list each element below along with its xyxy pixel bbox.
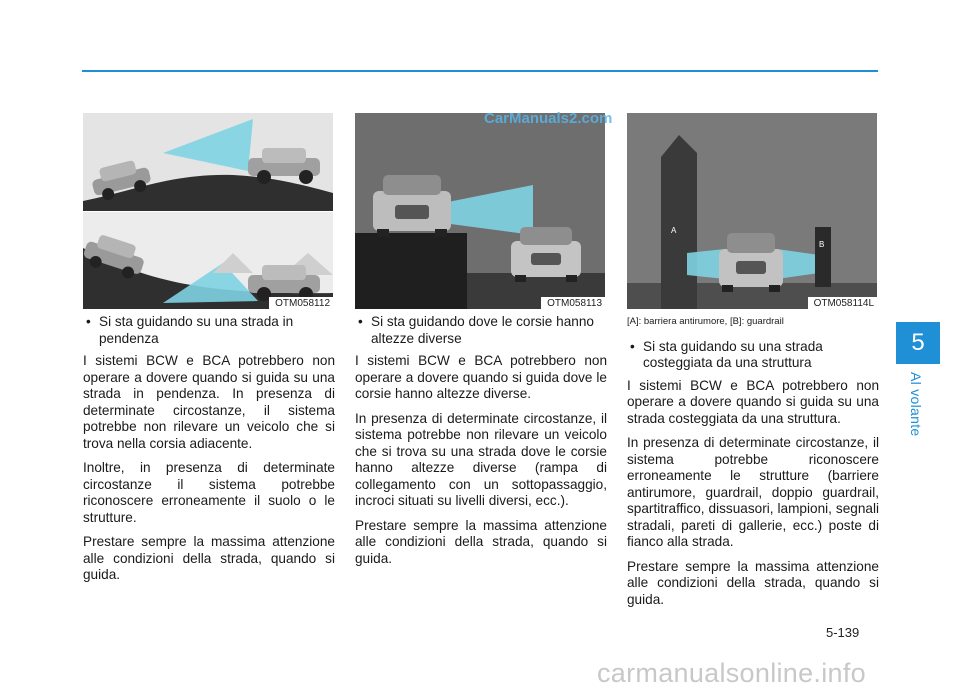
header-rule (82, 70, 878, 72)
bullet-heading: • Si sta guidando dove le corsie hanno altezze diverse (355, 314, 607, 347)
label-a: A (671, 226, 677, 235)
figure-lane-heights (355, 113, 605, 309)
paragraph: I sistemi BCW e BCA potrebbero non operare a dovere quando si guida su una strada costeggiata da una struttura. (627, 377, 879, 426)
car-front-icon (373, 175, 451, 237)
paragraph: In presenza di determinate circostanze, il sistema potrebbe non rilevare un veicolo che si trova su una strada dove le corsie hanno altezze diverse (rampa di collegamento con un sottopassaggio, incroci situati su livelli diversi, ecc.). (355, 410, 607, 508)
figure-caption: [A]: barriera antirumore, [B]: guardrail (627, 316, 784, 327)
figure-slope (83, 113, 333, 309)
watermark-top: CarManuals2.com (484, 110, 613, 127)
paragraph: Prestare sempre la massima attenzione alle condizioni della strada, quando si guida. (83, 534, 335, 582)
paragraph: Prestare sempre la massima attenzione alle condizioni della strada, quando si guida. (627, 558, 879, 607)
figure-code: OTM058113 (541, 297, 605, 309)
car-front-icon (719, 233, 783, 292)
paragraph: I sistemi BCW e BCA potrebbero non operare a dovere quando si guida dove le corsie hanno altezze diverse. (355, 353, 607, 401)
paragraph: Inoltre, in presenza di determinate circostanze il sistema potrebbe riconoscere erroneamente il suolo o le strutture. (83, 460, 335, 525)
guardrail (815, 227, 831, 287)
slope-illustration (83, 113, 333, 309)
figure-code: OTM058114L (808, 297, 877, 309)
column-lane-heights (355, 314, 607, 575)
watermark-bottom: carmanualsonline.info (597, 658, 866, 688)
column-roadside (627, 314, 879, 616)
noise-barrier (661, 135, 697, 309)
car-front-icon (511, 227, 581, 282)
label-b: B (819, 240, 825, 249)
figure-roadside-structures (627, 113, 877, 309)
paragraph: In presenza di determinate circostanze, il sistema potrebbe riconoscere erroneamente le strutture (barriere antirumore, guardrail, doppio guardrail, spartitraffico, dissuasori, lampioni, segnali stradali, pareti di gallerie, ecc.) poste di fianco alla strada. (627, 435, 879, 549)
chapter-number-tab: 5 (896, 322, 940, 364)
roadside-illustration (627, 113, 877, 309)
figure-code: OTM058112 (269, 297, 333, 309)
lane-heights-illustration (355, 113, 605, 309)
bullet-heading: • Si sta guidando su una strada costeggiata da una struttura (627, 339, 879, 372)
paragraph: I sistemi BCW e BCA potrebbero non operare a dovere quando si guida su una strada in pendenza. In presenza di determinate circostanze, il sistema potrebbe non rilevare un veicolo che si trova nella corsia adiacente. (83, 353, 335, 451)
column-slope (83, 314, 335, 592)
paragraph: Prestare sempre la massima attenzione alle condizioni della strada, quando si guida. (355, 517, 607, 566)
bullet-heading: • Si sta guidando su una strada in pendenza (83, 314, 335, 347)
chapter-title: Al volante (908, 372, 924, 437)
page-number: 5-139 (826, 625, 860, 640)
